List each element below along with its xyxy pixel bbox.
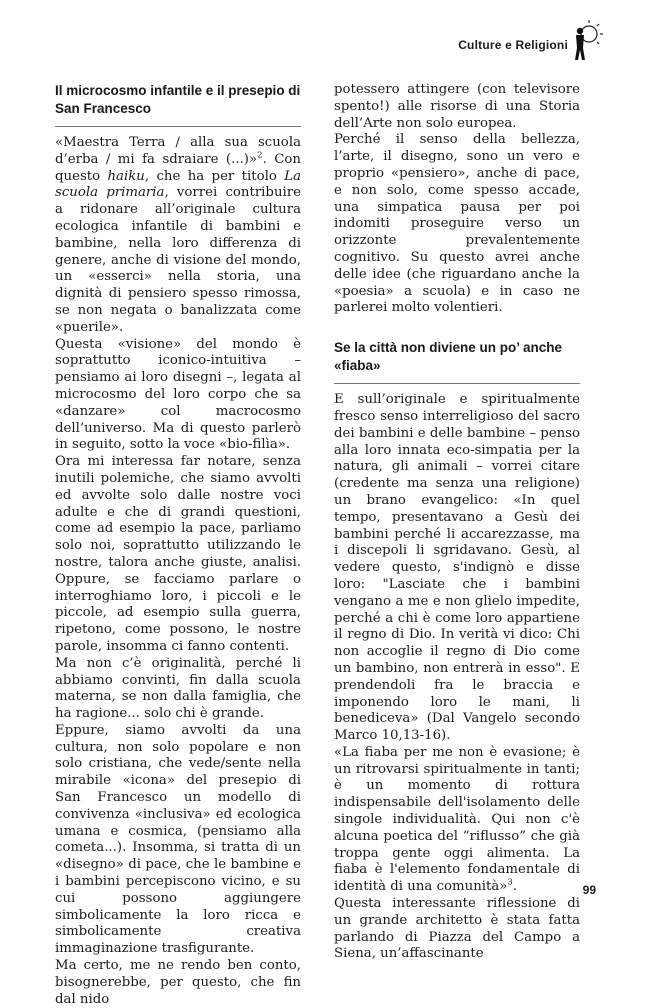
paragraph: Questa «visione» del mondo è soprattutto iconico-intuitiva – pensiamo ai loro disegni –, legata al microcosmo del loro corpo che sa «danzare» col macrocosmo dell’universo. Ma di questo parlerò in seguito, sotto la voce «bio-filìa».	[55, 336, 301, 453]
paragraph: Ma certo, me ne rendo ben conto, bisognerebbe, per questo, che fin dal nido	[55, 958, 301, 1007]
footnote-ref[interactable]: 2	[257, 150, 263, 161]
section-heading-microcosmo: Il microcosmo infantile e il presepio di San Francesco	[55, 82, 301, 127]
paragraph: potessero attingere (con televisore spento!) alle risorse di una Storia dell’Arte non solo europea.	[334, 82, 580, 131]
paragraph: Perché il senso della bellezza, l’arte, il disegno, sono un vero e proprio «pensiero», anche di pace, e non solo, come spesso accade, una simpatica pausa per poi indomiti proseguire verso un orizzonte prevalentemente cognitivo. Su questo avrei anche delle idee (che riguardano anche la «poesia» a scuola) e in caso ne parlerei molto volentieri.	[334, 132, 580, 316]
figure-sun-icon	[570, 22, 600, 62]
left-column	[55, 82, 301, 1008]
footnote-ref[interactable]: 3	[507, 877, 513, 888]
running-header: Culture e Religioni	[458, 38, 568, 52]
right-column	[334, 82, 580, 963]
section-heading-fiaba: Se la città non diviene un po’ anche «fiaba»	[334, 339, 580, 384]
paragraph: Questa interessante riflessione di un grande architetto è stata fatta parlando di Piazza del Campo a Siena, un’affascinante	[334, 896, 580, 962]
page-number: 99	[582, 883, 596, 897]
paragraph: Ma non c’è originalità, perché li abbiamo convinti, fin dalla scuola materna, se non dalla famiglia, che ha ragione... solo chi è grande.	[55, 655, 301, 722]
paragraph: E sull’originale e spiritualmente fresco senso interreligioso del sacro dei bambini e delle bambine – penso alla loro innata eco-simpatia per la natura, gli animali – vorrei citare (credente ma senza una religione) un brano evangelico: «In quel tempo, presentavano a Gesù dei bambini perché li accarezzasse, ma i discepoli li sgridavano. Gesù, al vedere questo, s'indignò e disse loro: "Lasciate che i bambini vengano a me e non glielo impedite, perché a chi è come loro appartiene il regno di Dio. In verità vi dico: Chi non accoglie il regno di Dio come un bambino, non entrerà in esso". E prendendoli fra le braccia e imponendo loro le mani, li benediceva» (Dal Vangelo secondo Marco 10,13-16).	[334, 392, 580, 744]
paragraph: Eppure, siamo avvolti da una cultura, non solo popolare e non solo cristiana, che vede/sente nella mirabile «icona» del presepio di San Francesco un modello di convivenza «inclusiva» ed ecologica umana e cosmica, (pensiamo alla cometa...). Insomma, si tratta di un «disegno» di pace, che le bambine e i bambini percepiscono vicino, e su cui possono aggiungere simbolicamente la loro ricca e simbolicamente creativa immaginazione trasfigurante.	[55, 722, 301, 957]
paragraph: «La fiaba per me non è evasione; è un ritrovarsi spiritualmente in tanti; è un momento di rottura indispensabile dell'isolamento delle singole individualità. Qui non c'è alcuna poetica del “riflusso” che già troppa gente oggi alimenta. La fiaba è l'elemento fondamentale di identità di una comunità»$^3$.	[334, 744, 580, 895]
paragraph: Ora mi interessa far notare, senza inutili polemiche, che siamo avvolti ed avvolte solo dalle nostre voci adulte e che di grandi questioni, come ad esempio la pace, parliamo solo noi, soprattutto utilizzando le nostre, talora anche giuste, analisi. Oppure, se facciamo parlare o interroghiamo loro, i piccoli e le piccole, ad esempio sulla guerra, ripetono, come possono, le nostre parole, insomma ci fanno contenti.	[55, 454, 301, 654]
paragraph: «Maestra Terra / alla sua scuola d’erba / mi fa sdraiare (...)»$^2$. Con questo haiku, che ha per titolo La scuola primaria, vorrei contribuire a ridonare all’originale cultura ecologica infantile di bambini e bambine, nella loro differenza di genere, anche di visione del mondo, un «esserci» nella storia, una dignità di pensiero spesso rimossa, se non negata o banalizzata come «puerile».	[55, 135, 301, 335]
